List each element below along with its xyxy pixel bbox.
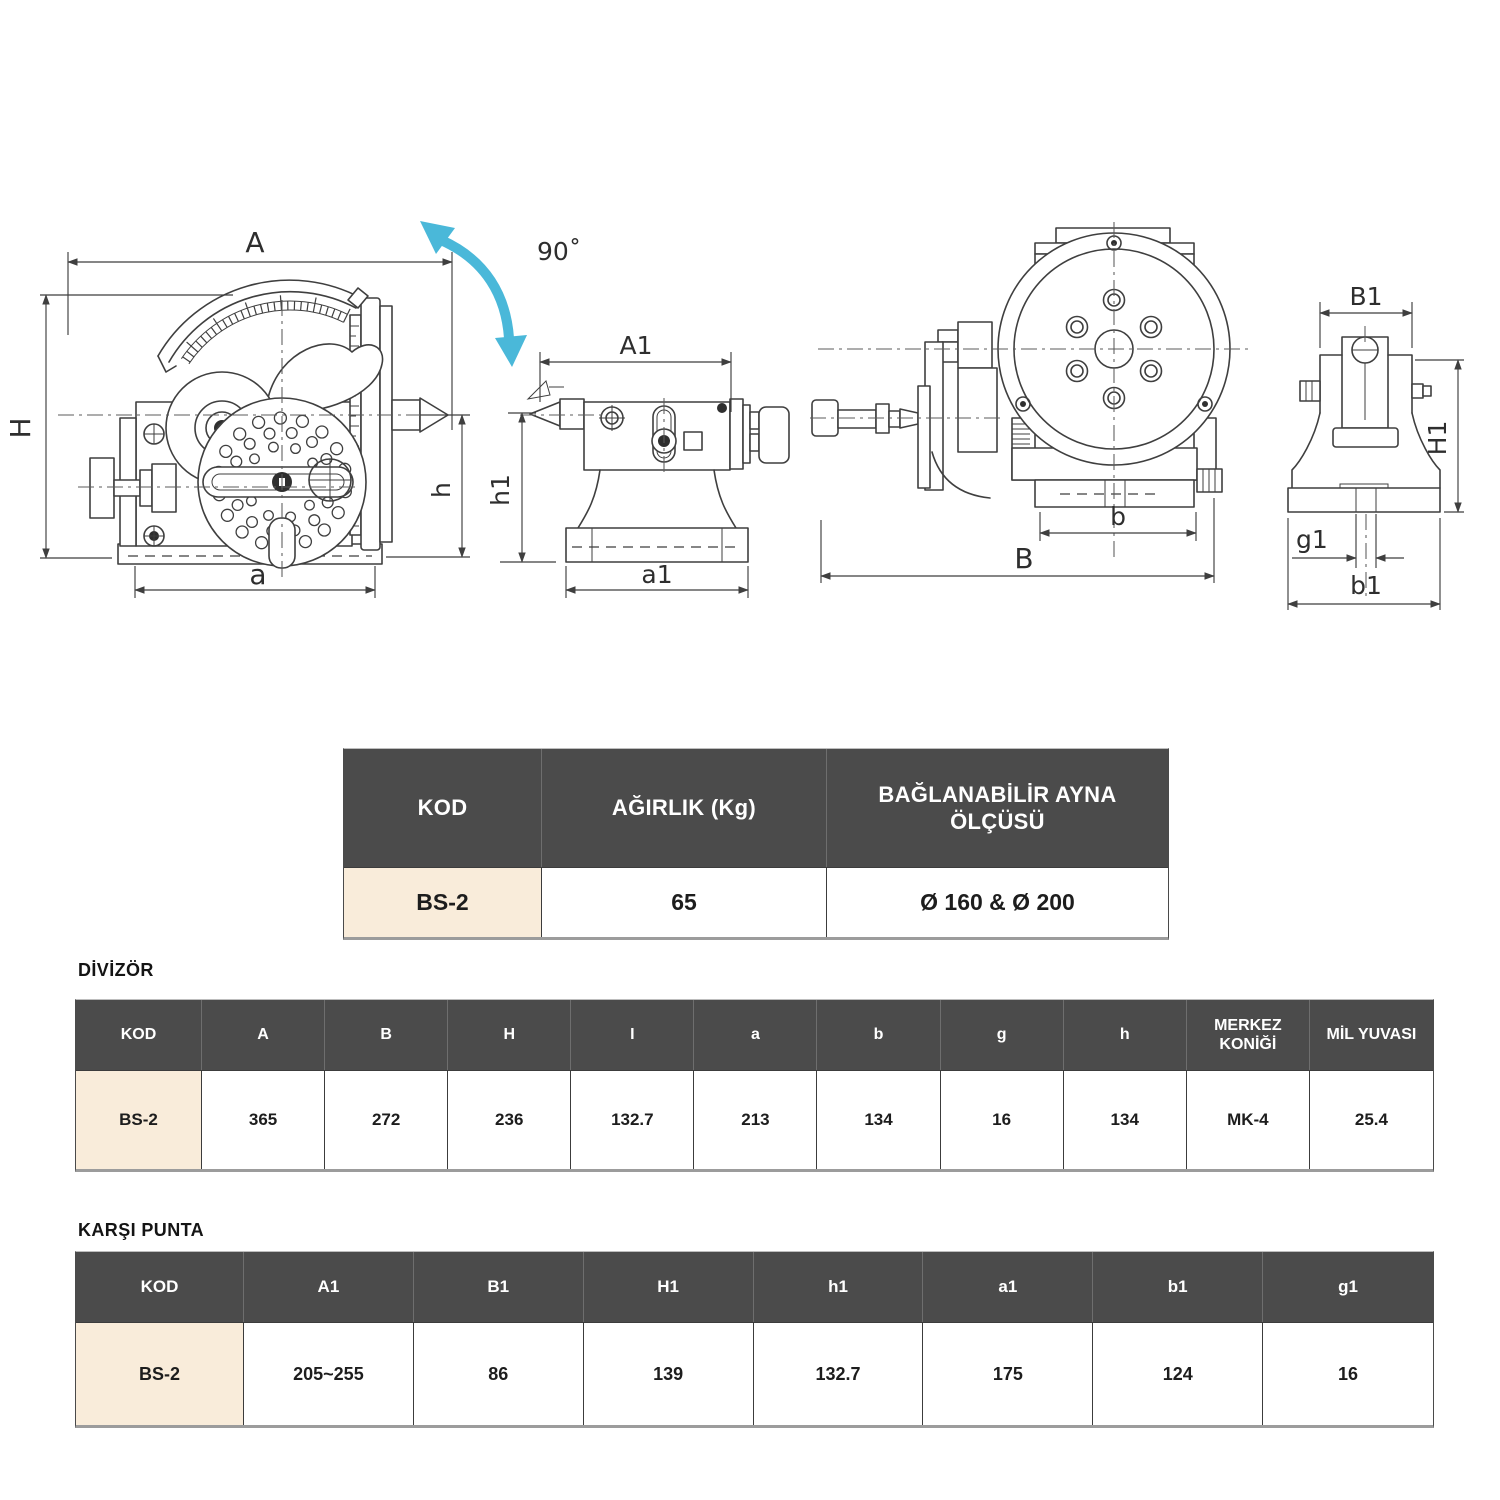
divizor-header-kod: KOD	[76, 1000, 202, 1070]
divizor-header-I: I	[571, 1000, 694, 1070]
kp-header-B1: B1	[414, 1252, 584, 1322]
dim-label-a1: a1	[641, 560, 673, 589]
dim-label-b1: b1	[1350, 571, 1382, 600]
divizor-cell-h: 134	[1064, 1070, 1187, 1169]
kp-cell-H1: 139	[584, 1322, 754, 1425]
spec-cell-kod: BS-2	[344, 867, 542, 937]
divizor-cell-H: 236	[448, 1070, 571, 1169]
divizor-cell-a: 213	[694, 1070, 817, 1169]
dim-label-B1: B1	[1349, 282, 1383, 311]
view-divizor-front	[810, 222, 1252, 583]
kp-cell-b1: 124	[1093, 1322, 1263, 1425]
view-tailstock-front	[1288, 282, 1464, 610]
dim-label-g1: g1	[1296, 525, 1328, 554]
divizor-header-mil-yuvasi: MİL YUVASI	[1310, 1000, 1433, 1070]
dim-label-H: H	[4, 417, 37, 439]
dim-label-h: h	[427, 482, 456, 498]
spec-header-kod: KOD	[344, 749, 542, 867]
kp-header-h1: h1	[754, 1252, 924, 1322]
spec-header-agirlik: AĞIRLIK (Kg)	[542, 749, 827, 867]
divizor-header-H: H	[448, 1000, 571, 1070]
kp-cell-h1: 132.7	[754, 1322, 924, 1425]
karsi-punta-table-title: KARŞI PUNTA	[78, 1220, 205, 1240]
rotation-90-arrow	[420, 221, 581, 367]
dim-label-A: A	[245, 226, 265, 259]
kp-header-g1: g1	[1263, 1252, 1433, 1322]
divizor-header-merkez-konigi: MERKEZ KONİĞİ	[1187, 1000, 1310, 1070]
spec-cell-ayna: Ø 160 & Ø 200	[827, 867, 1168, 937]
divizor-header-g: g	[941, 1000, 1064, 1070]
dim-label-a: a	[249, 558, 267, 591]
spec-cell-agirlik: 65	[542, 867, 827, 937]
karsi-punta-table	[75, 1251, 1434, 1428]
divizor-header-a: a	[694, 1000, 817, 1070]
kp-cell-A1: 205~255	[244, 1322, 414, 1425]
divizor-table-title: DİVİZÖR	[78, 960, 154, 980]
kp-cell-a1: 175	[923, 1322, 1093, 1425]
dim-label-A1: A1	[619, 331, 653, 360]
kp-header-b1: b1	[1093, 1252, 1263, 1322]
divizor-cell-B: 272	[325, 1070, 448, 1169]
kp-header-kod: KOD	[76, 1252, 244, 1322]
kp-header-a1: a1	[923, 1252, 1093, 1322]
view-tailstock-side	[486, 331, 789, 598]
divizor-header-A: A	[202, 1000, 325, 1070]
spec-header-ayna	[827, 749, 1168, 867]
kp-header-H1: H1	[584, 1252, 754, 1322]
technical-drawing	[0, 0, 1500, 680]
view-divizor-side	[4, 226, 470, 598]
divizor-cell-mil-yuvasi: 25.4	[1310, 1070, 1433, 1169]
dim-label-H1: H1	[1423, 420, 1452, 456]
divizor-cell-g: 16	[941, 1070, 1064, 1169]
divizor-header-h: h	[1064, 1000, 1187, 1070]
angle-label: 90˚	[537, 237, 582, 266]
divizor-cell-I: 132.7	[571, 1070, 694, 1169]
divizor-cell-kod: BS-2	[76, 1070, 202, 1169]
kp-cell-g1: 16	[1263, 1322, 1433, 1425]
dim-label-h1: h1	[486, 474, 515, 506]
divizor-header-b: b	[817, 1000, 940, 1070]
divizor-cell-A: 365	[202, 1070, 325, 1169]
kp-cell-kod: BS-2	[76, 1322, 244, 1425]
divizor-table	[75, 999, 1434, 1172]
divizor-cell-b: 134	[817, 1070, 940, 1169]
dim-label-B: B	[1014, 542, 1034, 575]
kp-header-A1: A1	[244, 1252, 414, 1322]
divizor-header-B: B	[325, 1000, 448, 1070]
divizor-cell-merkez-konigi: MK-4	[1187, 1070, 1310, 1169]
spec-header-ayna-label: BAĞLANABİLİR AYNA ÖLÇÜSÜ	[878, 781, 1117, 834]
kp-cell-B1: 86	[414, 1322, 584, 1425]
dim-label-b: b	[1110, 502, 1126, 531]
spec-table	[343, 748, 1169, 940]
